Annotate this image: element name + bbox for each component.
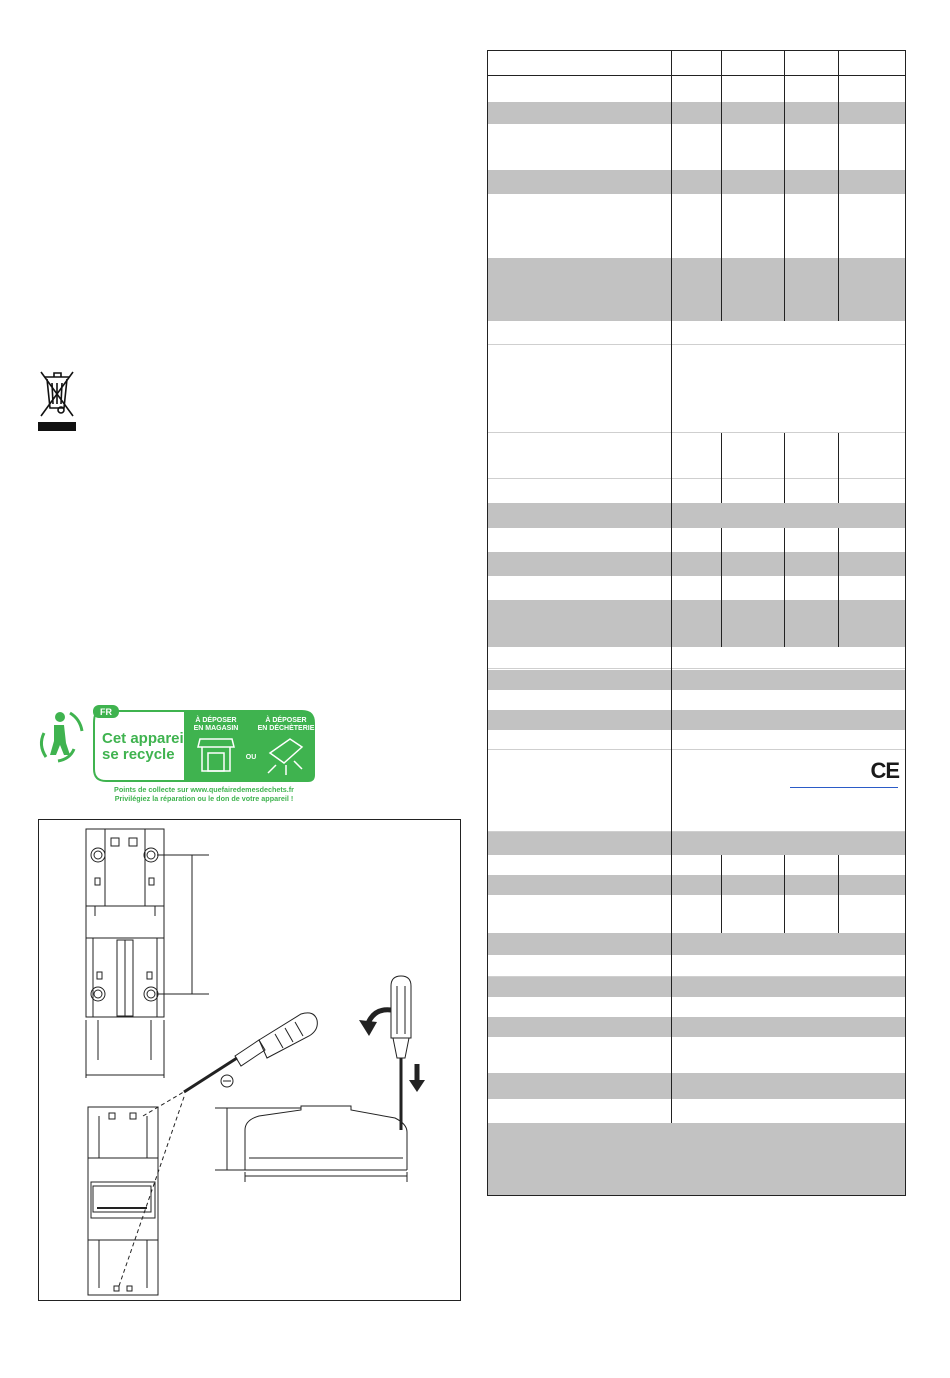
table-row (488, 552, 905, 576)
option2-line2: EN DÉCHÈTERIE (257, 725, 315, 732)
table-row (488, 955, 905, 977)
table-row (488, 345, 905, 409)
table-row (488, 576, 905, 600)
table-row (488, 690, 905, 710)
ce-mark: CE (870, 758, 899, 783)
table-row (488, 1017, 905, 1037)
option2-line1: À DÉPOSER (265, 717, 307, 724)
table-row (488, 409, 905, 433)
table-row (488, 1037, 905, 1073)
option1-line1: À DÉPOSER (195, 717, 237, 724)
table-row (488, 730, 905, 750)
table-header-row (488, 51, 905, 76)
table-row (488, 997, 905, 1017)
table-row (488, 933, 905, 955)
table-row (488, 1123, 905, 1196)
table-row (488, 895, 905, 933)
table-row (488, 647, 905, 669)
table-row (488, 258, 905, 321)
table-row (488, 1073, 905, 1099)
country-badge: FR (100, 707, 112, 717)
recycle-headline-1: Cet appareil (102, 730, 188, 747)
recycle-footer-2: Privilégiez la réparation ou le don de votre appareil ! (114, 794, 294, 803)
table-row (488, 855, 905, 875)
weee-bin-icon (36, 366, 78, 434)
table-row (488, 170, 905, 194)
screwdriver-icon (184, 1013, 317, 1092)
table-row (488, 600, 905, 647)
table-row (488, 433, 905, 479)
table-row (488, 832, 905, 855)
screwdriver-icon (391, 976, 411, 1130)
table-row (488, 710, 905, 730)
specification-table (487, 50, 906, 1196)
table-row (488, 503, 905, 528)
table-row (488, 102, 905, 124)
table-row (488, 479, 905, 503)
connector-or: OU (245, 754, 257, 761)
table-row (488, 528, 905, 552)
triman-figure-icon (41, 712, 82, 761)
table-row (488, 875, 905, 895)
table-row (488, 194, 905, 258)
table-row (488, 124, 905, 170)
table-row (488, 1099, 905, 1123)
recycle-headline-2: se recycle (102, 746, 175, 763)
table-row (488, 796, 905, 832)
recycle-footer-1: Points de collecte sur www.quefairedemesdechets.fr (114, 785, 294, 794)
table-row (488, 76, 905, 102)
option1-line2: EN MAGASIN (193, 725, 239, 732)
table-row (488, 977, 905, 997)
table-row (488, 670, 905, 690)
website-link[interactable] (790, 787, 898, 788)
device-side-profile (245, 1106, 407, 1170)
recycling-info-label (36, 703, 336, 803)
installation-drawing (38, 819, 461, 1301)
table-row (488, 321, 905, 345)
table-row (488, 750, 905, 796)
